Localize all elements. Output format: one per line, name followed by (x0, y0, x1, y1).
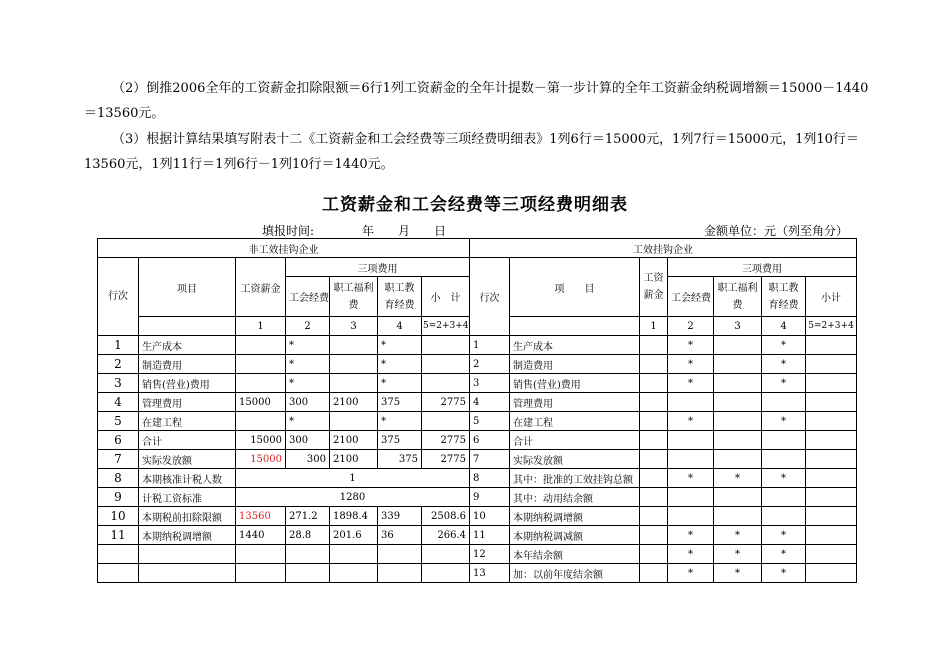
right-row-subtotal (806, 507, 857, 526)
right-row-edu (762, 507, 806, 526)
col-index-4: 4 (378, 317, 422, 336)
right-row-no: 5 (470, 412, 510, 431)
table-row (98, 355, 857, 374)
right-row-item: 本期纳税调减额 (510, 526, 640, 545)
left-row-edu: * (378, 374, 422, 393)
right-row-edu (762, 393, 806, 412)
right-row-no: 3 (470, 374, 510, 393)
left-row-union: 271.2 (286, 507, 330, 526)
col-index-3-right: 3 (714, 317, 762, 336)
right-row-wage (640, 488, 668, 507)
left-row-welfare (330, 374, 378, 393)
table-row (98, 336, 857, 355)
right-row-item: 在建工程 (510, 412, 640, 431)
left-row-welfare: 2100 (330, 393, 378, 412)
left-row-union: * (286, 412, 330, 431)
left-row-wage: 1440 (236, 526, 286, 545)
right-row-no: 7 (470, 450, 510, 469)
right-row-welfare (714, 336, 762, 355)
left-row-no: 7 (98, 450, 139, 469)
left-row-union: 300 (286, 450, 330, 469)
left-row-no: 5 (98, 412, 139, 431)
right-row-welfare: * (714, 545, 762, 564)
right-row-wage (640, 564, 668, 583)
right-row-item: 本年结余额 (510, 545, 640, 564)
left-row-subtotal (422, 336, 470, 355)
empty-cell (422, 564, 470, 583)
left-row-item: 本期税前扣除限额 (139, 507, 236, 526)
right-row-welfare (714, 450, 762, 469)
left-row-wage (236, 336, 286, 355)
left-row-no: 1 (98, 336, 139, 355)
right-row-subtotal (806, 431, 857, 450)
left-row-welfare: 2100 (330, 431, 378, 450)
left-row-no: 9 (98, 488, 139, 507)
left-row-item: 实际发放额 (139, 450, 236, 469)
left-row-wage (236, 412, 286, 431)
right-row-subtotal (806, 393, 857, 412)
section-non-efficiency: 非工效挂钩企业 (98, 239, 470, 258)
table-row (98, 507, 857, 526)
right-row-item: 合计 (510, 431, 640, 450)
left-row-wage: 15000 (236, 431, 286, 450)
header-wage: 工资薪金 (236, 258, 286, 317)
right-row-subtotal (806, 412, 857, 431)
right-row-item: 其中：动用结余额 (510, 488, 640, 507)
right-row-edu: * (762, 526, 806, 545)
table-row (98, 393, 857, 412)
left-row-edu: 36 (378, 526, 422, 545)
right-row-edu: * (762, 564, 806, 583)
header-welfare-fee: 职工福利费 (330, 277, 378, 317)
empty-cell (330, 545, 378, 564)
col-index-1-right: 1 (640, 317, 668, 336)
left-row-subtotal: 2508.6 (422, 507, 470, 526)
right-row-subtotal (806, 374, 857, 393)
empty-cell (286, 545, 330, 564)
left-row-item: 本期纳税调增额 (139, 526, 236, 545)
right-row-no: 11 (470, 526, 510, 545)
empty-cell (139, 545, 236, 564)
right-row-union (668, 488, 714, 507)
col-index-3: 3 (330, 317, 378, 336)
empty-cell (236, 564, 286, 583)
left-row-item: 在建工程 (139, 412, 236, 431)
table-row (98, 450, 857, 469)
right-row-item: 生产成本 (510, 336, 640, 355)
empty-cell (422, 545, 470, 564)
left-row-no: 3 (98, 374, 139, 393)
right-row-welfare: * (714, 564, 762, 583)
left-row-wage (236, 374, 286, 393)
right-row-union: * (668, 564, 714, 583)
empty-cell (236, 545, 286, 564)
expense-detail-table (97, 238, 857, 583)
header-item: 项目 (139, 258, 236, 317)
col-index-1: 1 (236, 317, 286, 336)
header-three-fees: 三项费用 (286, 258, 470, 277)
table-row (98, 374, 857, 393)
intro-paragraph-2: （2）倒推2006全年的工资薪金扣除限额＝6行1列工资薪金的全年计提数－第一步计算的全年工资薪金纳税调增额＝15000－1440＝13560元。 (84, 81, 869, 121)
right-row-item: 销售(营业)费用 (510, 374, 640, 393)
empty-cell (378, 545, 422, 564)
right-row-no: 9 (470, 488, 510, 507)
left-row-edu: 375 (378, 431, 422, 450)
right-row-union (668, 450, 714, 469)
right-row-no: 12 (470, 545, 510, 564)
right-row-edu (762, 488, 806, 507)
right-row-welfare (714, 374, 762, 393)
left-row-welfare: 1898.4 (330, 507, 378, 526)
right-row-item: 实际发放额 (510, 450, 640, 469)
right-row-edu (762, 450, 806, 469)
right-row-union: * (668, 526, 714, 545)
left-row-merged-value: 1280 (236, 488, 470, 507)
header-row-no-right: 行次 (470, 258, 510, 336)
empty-cell (378, 564, 422, 583)
right-row-union: * (668, 545, 714, 564)
left-row-wage: 15000 (236, 393, 286, 412)
right-row-item: 本期纳税调增额 (510, 507, 640, 526)
left-row-wage: 13560 (236, 507, 286, 526)
table-title: 工资薪金和工会经费等三项经费明细表 (322, 195, 628, 215)
right-row-welfare (714, 355, 762, 374)
right-row-union: * (668, 412, 714, 431)
right-row-no: 8 (470, 469, 510, 488)
table-row (98, 564, 857, 583)
right-row-item: 管理费用 (510, 393, 640, 412)
right-row-subtotal (806, 488, 857, 507)
right-row-welfare (714, 412, 762, 431)
left-row-union: 300 (286, 393, 330, 412)
right-row-no: 13 (470, 564, 510, 583)
right-row-subtotal (806, 545, 857, 564)
left-row-no: 2 (98, 355, 139, 374)
right-row-edu: * (762, 469, 806, 488)
table-row (98, 412, 857, 431)
right-row-no: 1 (470, 336, 510, 355)
left-row-union: 28.8 (286, 526, 330, 545)
empty-cell (98, 545, 139, 564)
left-row-subtotal: 266.4 (422, 526, 470, 545)
left-row-item: 制造费用 (139, 355, 236, 374)
right-row-item: 加：以前年度结余额 (510, 564, 640, 583)
right-row-wage (640, 393, 668, 412)
right-row-wage (640, 412, 668, 431)
left-row-subtotal (422, 412, 470, 431)
empty-cell (98, 564, 139, 583)
col-index-5: 5=2+3+4 (422, 317, 470, 336)
right-row-edu (762, 431, 806, 450)
left-row-no: 6 (98, 431, 139, 450)
header-union-fee-right: 工会经费 (668, 277, 714, 317)
header-three-fees-right: 三项费用 (668, 258, 857, 277)
col-index-5-right: 5=2+3+4 (806, 317, 857, 336)
right-row-welfare: * (714, 526, 762, 545)
right-row-union: * (668, 469, 714, 488)
left-row-item: 计税工资标准 (139, 488, 236, 507)
left-row-no: 4 (98, 393, 139, 412)
right-row-union (668, 507, 714, 526)
right-row-wage (640, 450, 668, 469)
empty-cell (330, 564, 378, 583)
fill-time: 填报时间: 年 月 日 (262, 224, 447, 238)
right-row-welfare: * (714, 469, 762, 488)
right-row-item: 其中：批准的工效挂钩总额 (510, 469, 640, 488)
col-index-4-right: 4 (762, 317, 806, 336)
left-row-welfare: 2100 (330, 450, 378, 469)
left-row-welfare: 201.6 (330, 526, 378, 545)
right-row-union: * (668, 355, 714, 374)
right-row-edu: * (762, 412, 806, 431)
amount-unit: 金额单位：元（列至角分） (704, 224, 849, 238)
right-row-welfare (714, 431, 762, 450)
left-row-edu: * (378, 336, 422, 355)
left-row-union: * (286, 336, 330, 355)
right-row-edu: * (762, 336, 806, 355)
left-row-wage (236, 355, 286, 374)
left-row-subtotal: 2775 (422, 431, 470, 450)
left-row-union: * (286, 374, 330, 393)
left-row-no: 10 (98, 507, 139, 526)
table-row (98, 469, 857, 488)
right-row-subtotal (806, 526, 857, 545)
right-row-wage (640, 526, 668, 545)
right-row-wage (640, 374, 668, 393)
header-union-fee: 工会经费 (286, 277, 330, 317)
left-row-no: 8 (98, 469, 139, 488)
right-row-union: * (668, 336, 714, 355)
right-row-no: 6 (470, 431, 510, 450)
left-row-item: 本期核准计税人数 (139, 469, 236, 488)
table-row (98, 431, 857, 450)
left-row-edu: * (378, 355, 422, 374)
right-row-no: 4 (470, 393, 510, 412)
left-row-subtotal (422, 374, 470, 393)
right-row-no: 2 (470, 355, 510, 374)
left-row-union: * (286, 355, 330, 374)
right-row-subtotal (806, 469, 857, 488)
intro-paragraph-3: （3）根据计算结果填写附表十二《工资薪金和工会经费等三项经费明细表》1列6行＝15000元，1列7行＝15000元，1列10行＝13560元，1列11行＝1列6行－1列10行＝1440元。 (84, 132, 859, 172)
right-row-union (668, 393, 714, 412)
right-row-welfare (714, 393, 762, 412)
left-row-wage: 15000 (236, 450, 286, 469)
header-edu-fee-right: 职工教育经费 (762, 277, 806, 317)
right-row-wage (640, 336, 668, 355)
right-row-union: * (668, 374, 714, 393)
left-row-edu: 375 (378, 450, 422, 469)
table-row (98, 526, 857, 545)
right-row-subtotal (806, 336, 857, 355)
right-row-wage (640, 355, 668, 374)
left-row-no: 11 (98, 526, 139, 545)
right-row-item: 制造费用 (510, 355, 640, 374)
right-row-subtotal (806, 450, 857, 469)
right-row-wage (640, 545, 668, 564)
table-row (98, 488, 857, 507)
header-row-no: 行次 (98, 258, 139, 336)
left-row-merged-value: 1 (236, 469, 470, 488)
col-index-2: 2 (286, 317, 330, 336)
left-row-welfare (330, 412, 378, 431)
left-row-subtotal: 2775 (422, 450, 470, 469)
right-row-union (668, 431, 714, 450)
left-row-edu: * (378, 412, 422, 431)
header-welfare-fee-right: 职工福利费 (714, 277, 762, 317)
header-subtotal-right: 小计 (806, 277, 857, 317)
left-row-item: 合计 (139, 431, 236, 450)
empty-cell (139, 564, 236, 583)
left-row-welfare (330, 336, 378, 355)
section-efficiency: 工效挂钩企业 (470, 239, 857, 258)
right-row-edu: * (762, 545, 806, 564)
right-row-edu: * (762, 355, 806, 374)
right-row-edu: * (762, 374, 806, 393)
left-row-item: 管理费用 (139, 393, 236, 412)
left-row-edu: 375 (378, 393, 422, 412)
header-item-right: 项 目 (510, 258, 640, 317)
right-row-wage (640, 469, 668, 488)
right-row-welfare (714, 488, 762, 507)
empty-cell (286, 564, 330, 583)
right-row-subtotal (806, 355, 857, 374)
left-row-edu: 339 (378, 507, 422, 526)
left-row-welfare (330, 355, 378, 374)
right-row-welfare (714, 507, 762, 526)
header-edu-fee: 职工教育经费 (378, 277, 422, 317)
right-row-subtotal (806, 564, 857, 583)
left-row-item: 销售(营业)费用 (139, 374, 236, 393)
right-row-wage (640, 507, 668, 526)
table-row (98, 545, 857, 564)
left-row-subtotal: 2775 (422, 393, 470, 412)
col-index-2-right: 2 (668, 317, 714, 336)
left-row-item: 生产成本 (139, 336, 236, 355)
header-wage-right: 工资薪金 (640, 258, 668, 317)
left-row-union: 300 (286, 431, 330, 450)
right-row-wage (640, 431, 668, 450)
header-subtotal: 小 计 (422, 277, 470, 317)
right-row-no: 10 (470, 507, 510, 526)
left-row-subtotal (422, 355, 470, 374)
